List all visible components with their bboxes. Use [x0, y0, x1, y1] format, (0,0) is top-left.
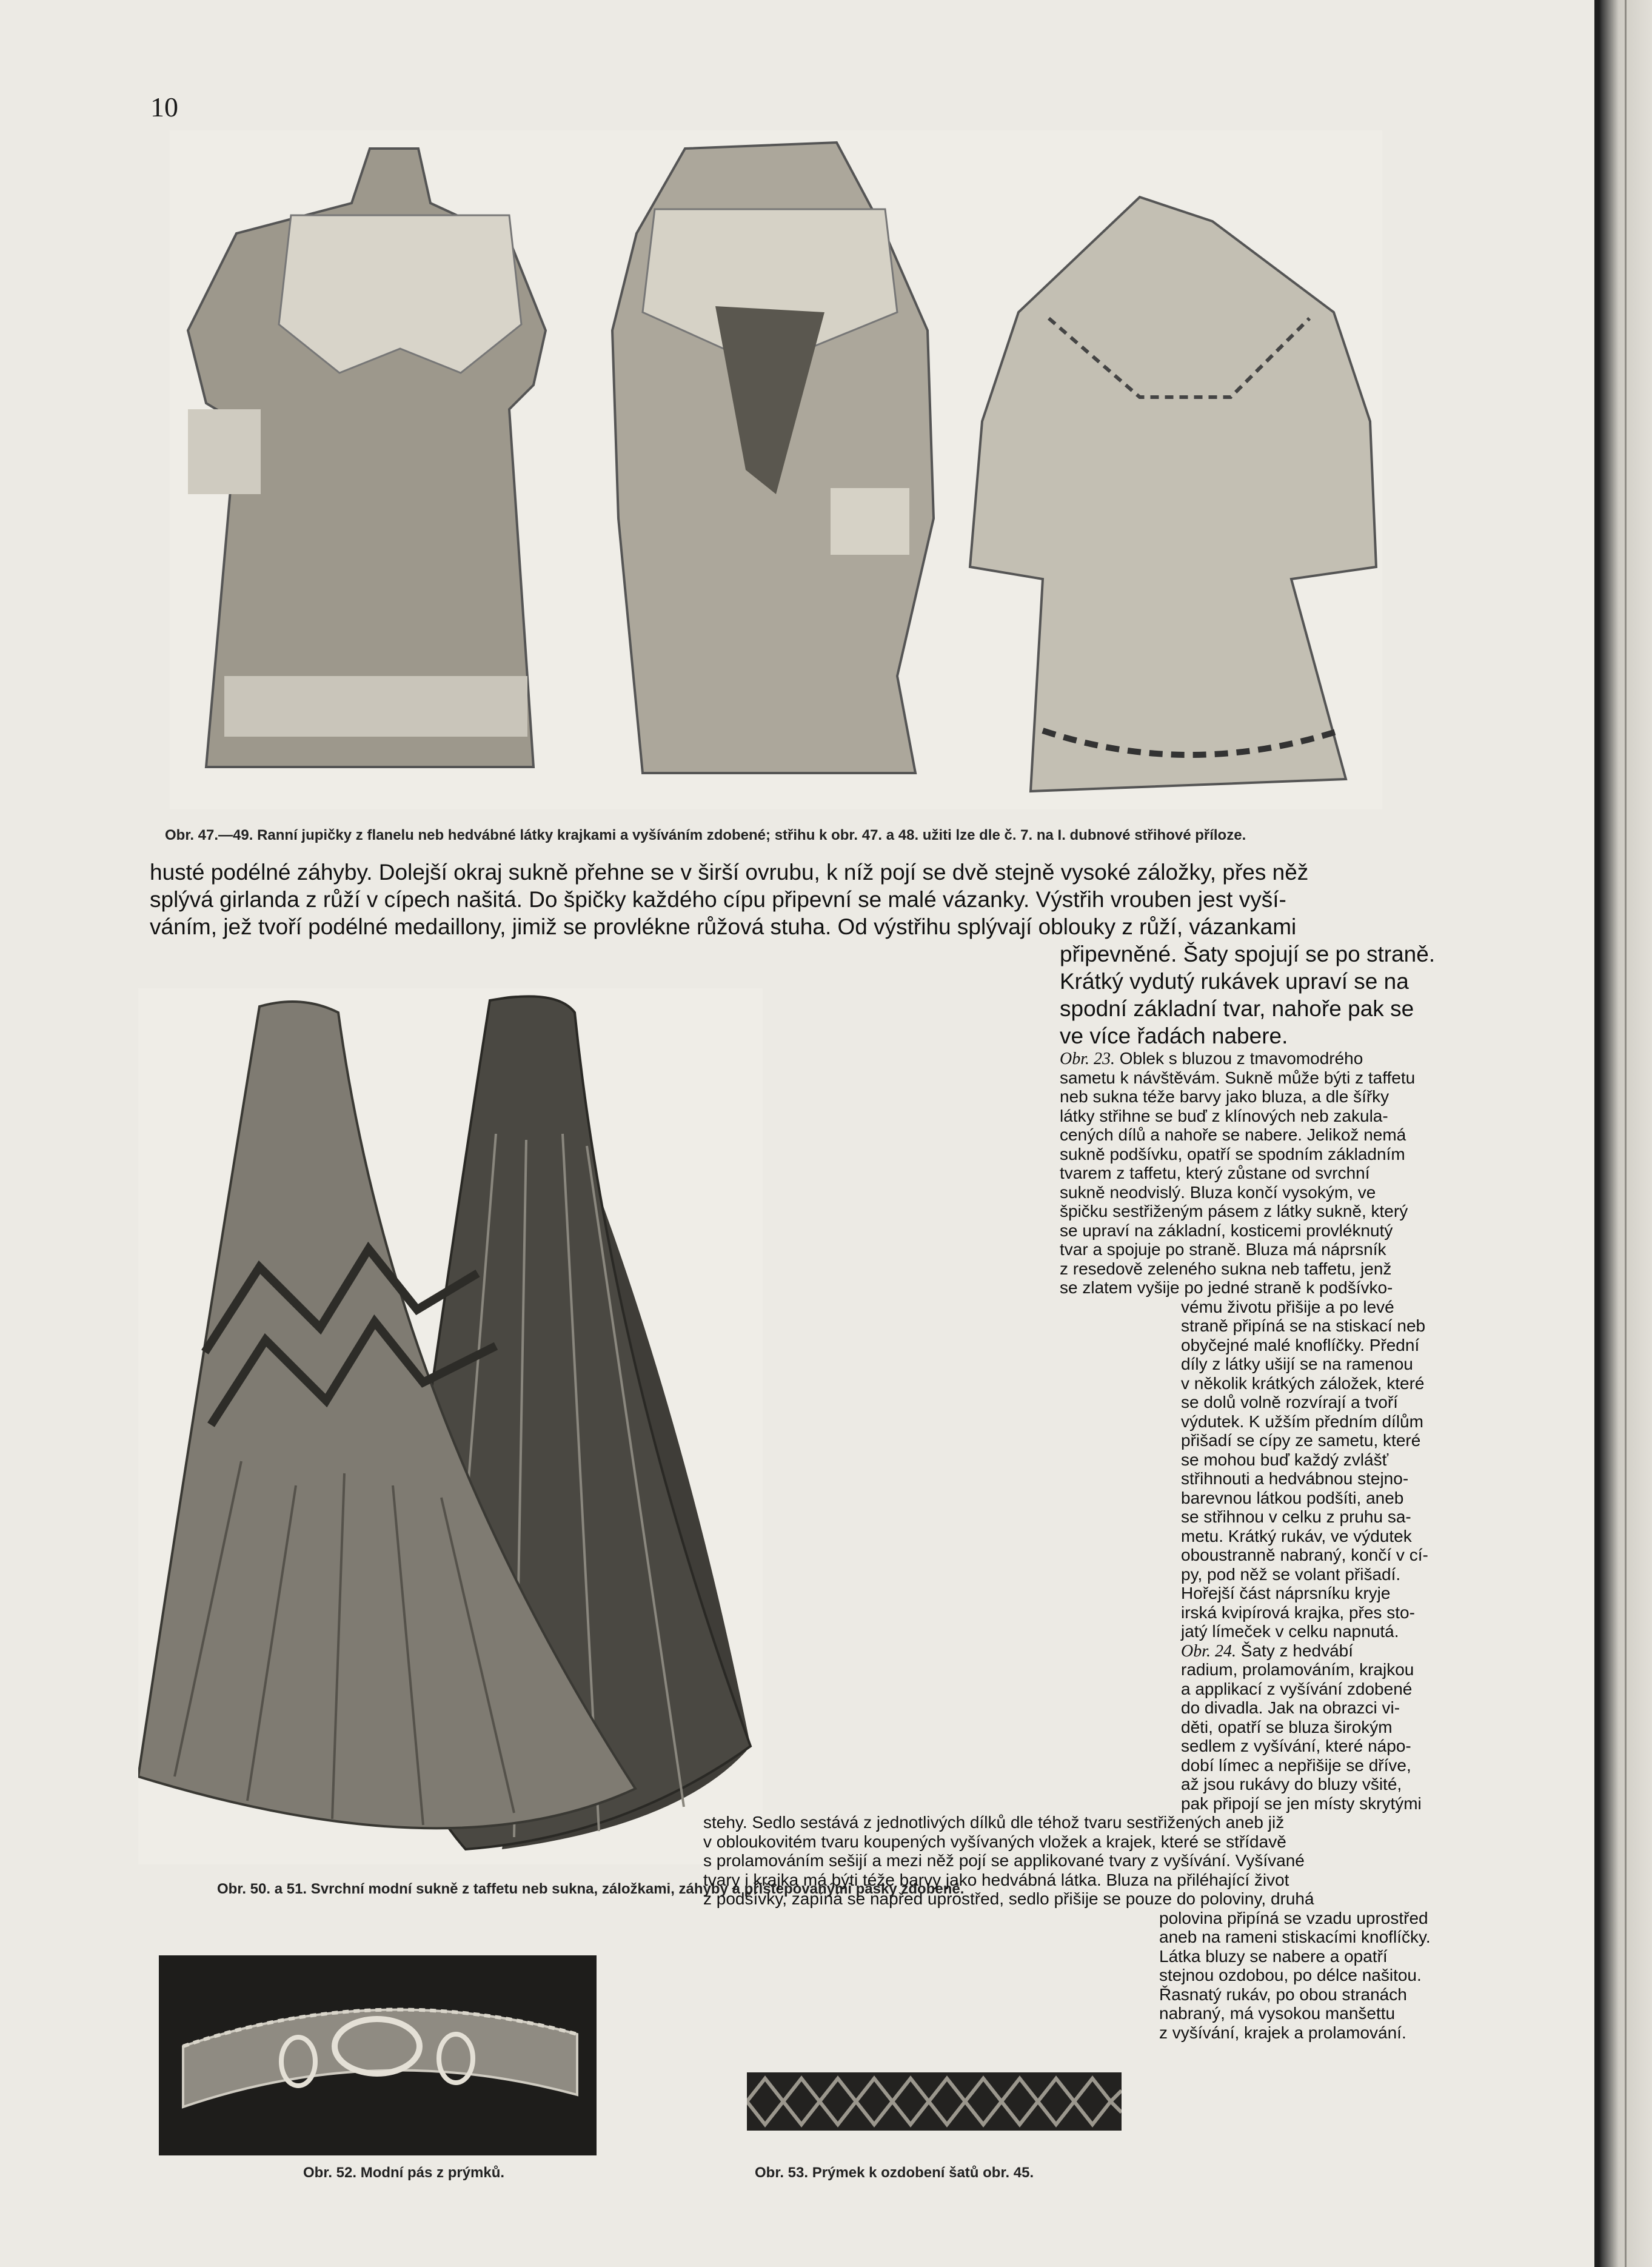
body-text: Oblek s bluzou z tmavomodrého	[1119, 1049, 1363, 1068]
body-line: přišadí se cípy ze sametu, které	[1181, 1431, 1421, 1450]
body-line: tvary i krajka má býti téže barvy jako hedvábná látka. Bluza na přiléhající život	[703, 1870, 1289, 1889]
body-line: sukně neodvislý. Bluza končí vysokým, ve	[1060, 1183, 1376, 1202]
body-line: Hořejší část náprsníku kryje	[1181, 1584, 1391, 1602]
body-line: se zlatem vyšije po jedné straně k podšívko-	[1060, 1278, 1393, 1297]
body-line: a applikací z vyšívání zdobené	[1181, 1679, 1413, 1698]
body-line: Řasnatý rukáv, po obou stranách	[1159, 1985, 1407, 2004]
body-line: v obloukovitém tvaru koupených vyšívaných vložek a krajek, které se střídavě	[703, 1832, 1286, 1851]
body-line: z podšívky, zapíná se napřed uprostřed, sedlo přišije se pouze do poloviny, druhá	[703, 1889, 1314, 1908]
body-line: tvarem z taffetu, který zůstane od svrchní	[1060, 1164, 1370, 1182]
body-line: dobí límec a nepřišije se dříve,	[1181, 1756, 1411, 1775]
body-line: se dolů volně rozvírají a tvoří	[1181, 1393, 1398, 1411]
caption-fig53: Obr. 53. Prýmek k ozdobení šatů obr. 45.	[755, 2165, 1034, 2181]
body-line: metu. Krátký rukáv, ve výdutek	[1181, 1527, 1412, 1545]
body-line: váním, jež tvoří podélné medaillony, jimiž se provlékne růžová stuha. Od výstřihu splývají oblouky z růží, vázankami	[150, 914, 1297, 939]
body-line: látky střihne se buď z klínových neb zakula-	[1060, 1107, 1388, 1125]
body-line: střihnouti a hedvábnou stejno-	[1181, 1469, 1409, 1488]
body-line: irská kvipírová krajka, přes sto-	[1181, 1603, 1415, 1622]
body-line: obyčejné malé knoflíčky. Přední	[1181, 1336, 1420, 1355]
trim-illustration	[747, 2072, 1122, 2131]
body-line: straně připíná se na stiskací neb	[1181, 1316, 1426, 1335]
body-line: v několik krátkých záložek, které	[1181, 1374, 1425, 1393]
skirts-illustration	[138, 988, 763, 1864]
body-line: oboustranně nabraný, končí v cí-	[1181, 1545, 1428, 1564]
body-line: děti, opatří se bluza širokým	[1181, 1718, 1393, 1736]
body-line: sametu k návštěvám. Sukně může býti z taffetu	[1060, 1068, 1416, 1087]
body-line: špičku sestřiženým pásem z látky sukně, který	[1060, 1202, 1408, 1221]
page-number: 10	[150, 92, 178, 122]
body-line: připevněné. Šaty spojují se po straně.	[1060, 942, 1436, 966]
caption-fig47-49: Obr. 47.—49. Ranní jupičky z flanelu neb hedvábné látky krajkami a vyšíváním zdobené; střihu k obr. 47. a 48. užiti lze dle č. 7. na I. dubnové střihové příloze.	[165, 827, 1246, 843]
figure-reference: Obr. 23.	[1060, 1050, 1115, 1068]
body-line: spodní základní tvar, nahoře pak se	[1060, 996, 1414, 1021]
body-line: Látka bluzy se nabere a opatří	[1159, 1947, 1388, 1966]
body-line: splývá girlanda z růží v cípech našitá. Do špičky každého cípu připevní se malé vázanky. Výstřih vrouben jest vyší-	[150, 887, 1286, 912]
body-line: tvar a spojuje po straně. Bluza má náprsník	[1060, 1240, 1386, 1259]
body-line: se upraví na základní, kosticemi provléknutý	[1060, 1221, 1393, 1240]
jackets-illustration	[170, 130, 1382, 809]
body-line: z resedově zeleného sukna neb taffetu, jenž	[1060, 1259, 1392, 1278]
body-line: ve více řadách nabere.	[1060, 1023, 1288, 1048]
body-line: stehy. Sedlo sestává z jednotlivých dílků dle téhož tvaru sestřižených aneb již	[703, 1813, 1285, 1832]
body-line: do divadla. Jak na obrazci vi-	[1181, 1698, 1400, 1717]
body-line: polovina připíná se vzadu uprostřed	[1159, 1909, 1428, 1927]
body-line: sukně podšívku, opatří se spodním základním	[1060, 1145, 1405, 1164]
body-line: aneb na rameni stiskacími knoflíčky.	[1159, 1927, 1431, 1946]
body-line: s prolamováním sešijí a mezi něž pojí se applikované tvary z vyšívání. Vyšívané	[703, 1851, 1305, 1870]
body-line: se mohou buď každý zvlášť	[1181, 1450, 1389, 1469]
body-line: výdutek. K užším předním dílům	[1181, 1412, 1423, 1431]
body-line: cených dílů a nahoře se nabere. Jelikož nemá	[1060, 1125, 1406, 1144]
body-line: sedlem z vyšívání, které nápo-	[1181, 1736, 1411, 1755]
body-line	[1181, 1641, 1353, 1661]
body-line: barevnou látkou podšíti, aneb	[1181, 1488, 1404, 1507]
body-line: pak připojí se jen místy skrytými	[1181, 1794, 1422, 1813]
body-line: až jsou rukávy do bluzy všité,	[1181, 1775, 1402, 1793]
caption-fig50-51: Obr. 50. a 51. Svrchní modní sukně z taffetu neb sukna, záložkami, záhyby a přištepovanými pásky zdobené.	[217, 1881, 965, 1897]
belt-illustration	[159, 1955, 597, 2155]
body-line: py, pod něž se volant přišadí.	[1181, 1565, 1401, 1584]
body-line: radium, prolamováním, krajkou	[1181, 1660, 1414, 1679]
body-line: se střihnou v celku z pruhu sa-	[1181, 1507, 1411, 1526]
body-line: husté podélné záhyby. Dolejší okraj sukně přehne se v širší ovrubu, k níž pojí se dvě stejně vysoké záložky, přes něž	[150, 860, 1309, 885]
binding-edge	[1594, 0, 1652, 2267]
body-line: stejnou ozdobou, po délce našitou.	[1159, 1966, 1422, 1984]
body-line	[1060, 1049, 1363, 1068]
body-line: z vyšívání, krajek a prolamování.	[1159, 2023, 1406, 2042]
body-line: nabraný, má vysokou manšettu	[1159, 2004, 1396, 2023]
page-fold-line	[1625, 0, 1627, 2267]
body-line: neb sukna téže barvy jako bluza, a dle šířky	[1060, 1087, 1389, 1106]
body-line: jatý límeček v celku napnutá.	[1181, 1622, 1399, 1641]
caption-fig52: Obr. 52. Modní pás z prýmků.	[303, 2165, 505, 2181]
figure-reference: Obr. 24.	[1181, 1642, 1237, 1661]
body-text: Šaty z hedvábí	[1240, 1641, 1354, 1660]
body-line: díly z látky ušijí se na ramenou	[1181, 1355, 1413, 1373]
body-line: Krátký vydutý rukávek upraví se na	[1060, 969, 1409, 994]
body-line: vému životu přišije a po levé	[1181, 1298, 1394, 1316]
